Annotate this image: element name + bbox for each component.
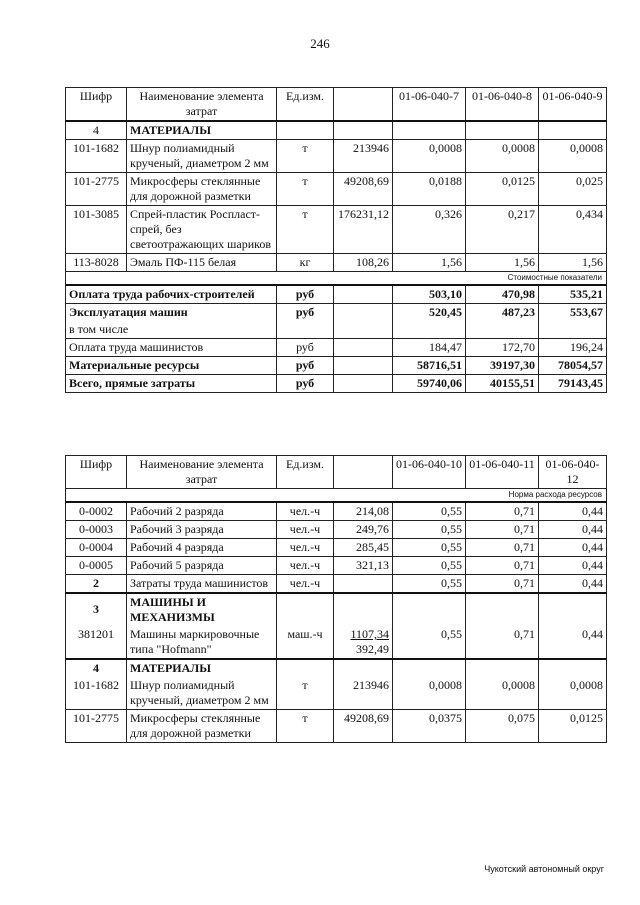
cost-value-1: 503,10 xyxy=(393,285,466,304)
table-row xyxy=(66,502,607,521)
row-value-2: 0,0125 xyxy=(466,173,539,206)
cost-value-3: 78054,57 xyxy=(539,357,607,375)
row-unit: чел.-ч xyxy=(277,502,334,521)
cost-subheader xyxy=(66,272,607,286)
resource-table-1 xyxy=(65,87,607,393)
cost-value-2: 172,70 xyxy=(466,339,539,357)
section-title: Затраты труда машинистов xyxy=(127,575,277,594)
row-value-2: 0,71 xyxy=(466,539,539,557)
row-name: Машины маркировочные типа "Hofmann" xyxy=(127,626,277,659)
row-unit: чел.-ч xyxy=(277,521,334,539)
cost-value-2: 470,98 xyxy=(466,285,539,304)
row-value-2: 0,71 xyxy=(466,626,539,659)
row-code: 381201 xyxy=(66,626,127,659)
row-value-3: 0,44 xyxy=(539,575,607,594)
header-unit: Ед.изм. xyxy=(277,456,334,489)
row-price: 213946 xyxy=(334,677,393,710)
table-row xyxy=(66,140,607,173)
cost-value-2: 40155,51 xyxy=(466,375,539,393)
row-value-1: 0,0008 xyxy=(393,677,466,710)
row-price: 285,45 xyxy=(334,539,393,557)
row-value-1: 0,55 xyxy=(393,521,466,539)
norm-subheader xyxy=(66,489,607,503)
section-row xyxy=(66,121,607,140)
row-name: Рабочий 2 разряда xyxy=(127,502,277,521)
header-code: Шифр xyxy=(66,88,127,122)
row-value-3: 0,025 xyxy=(539,173,607,206)
cost-value-2: 487,23 xyxy=(466,304,539,322)
row-name: Шнур полиамидный крученый, диаметром 2 мм xyxy=(127,140,277,173)
cost-row xyxy=(66,339,607,357)
cost-unit: руб xyxy=(277,285,334,304)
row-value-1: 1,56 xyxy=(393,254,466,272)
cost-value-3: 535,21 xyxy=(539,285,607,304)
cost-name: в том числе xyxy=(66,321,277,339)
row-price: 249,76 xyxy=(334,521,393,539)
table-row xyxy=(66,254,607,272)
row-value-1: 0,326 xyxy=(393,206,466,254)
cost-value-2: 39197,30 xyxy=(466,357,539,375)
row-code: 0-0004 xyxy=(66,539,127,557)
row-value-3: 0,44 xyxy=(539,521,607,539)
row-name: Микросферы стеклянные для дорожной разметки xyxy=(127,173,277,206)
table-row xyxy=(66,626,607,659)
cost-value-3: 79143,45 xyxy=(539,375,607,393)
cost-value-3: 196,24 xyxy=(539,339,607,357)
row-value-3: 0,44 xyxy=(539,626,607,659)
cost-name: Оплата труда машинистов xyxy=(66,339,277,357)
table-header xyxy=(66,88,607,122)
row-name: Рабочий 3 разряда xyxy=(127,521,277,539)
row-unit: маш.-ч xyxy=(277,626,334,659)
row-code: 113-8028 xyxy=(66,254,127,272)
row-name: Рабочий 4 разряда xyxy=(127,539,277,557)
row-code: 0-0003 xyxy=(66,521,127,539)
row-value-2: 0,0008 xyxy=(466,140,539,173)
cost-name: Оплата труда рабочих-строителей xyxy=(66,285,277,304)
row-value-3: 0,0008 xyxy=(539,140,607,173)
row-unit: кг xyxy=(277,254,334,272)
resource-table-2 xyxy=(65,455,607,743)
row-value-3: 0,44 xyxy=(539,557,607,575)
cost-value-1: 184,47 xyxy=(393,339,466,357)
table-row xyxy=(66,206,607,254)
row-price: 214,08 xyxy=(334,502,393,521)
section-number: 3 xyxy=(66,593,127,626)
norm-subheader-label: Норма расхода ресурсов xyxy=(66,489,607,503)
row-value-3: 0,0125 xyxy=(539,710,607,743)
section-number: 4 xyxy=(66,121,127,140)
row-price: 49208,69 xyxy=(334,710,393,743)
row-value-3: 1,56 xyxy=(539,254,607,272)
cost-value-3: 553,67 xyxy=(539,304,607,322)
table-row xyxy=(66,710,607,743)
row-value-2: 0,71 xyxy=(466,557,539,575)
row-price xyxy=(334,626,393,659)
table-row xyxy=(66,557,607,575)
cost-subheader-label: Стоимостные показатели xyxy=(66,272,607,286)
cost-row xyxy=(66,304,607,322)
cost-row xyxy=(66,375,607,393)
cost-name: Всего, прямые затраты xyxy=(66,375,277,393)
row-value-2: 0,71 xyxy=(466,575,539,594)
row-unit: т xyxy=(277,677,334,710)
header-col-2: 01-06-040-11 xyxy=(466,456,539,489)
section-number: 2 xyxy=(66,575,127,594)
row-unit: чел.-ч xyxy=(277,557,334,575)
row-value-1: 0,0008 xyxy=(393,140,466,173)
table-header xyxy=(66,456,607,489)
row-value-1: 0,55 xyxy=(393,575,466,594)
cost-unit: руб xyxy=(277,304,334,322)
row-code: 101-1682 xyxy=(66,677,127,710)
cost-unit: руб xyxy=(277,375,334,393)
row-code: 101-3085 xyxy=(66,206,127,254)
row-unit: т xyxy=(277,206,334,254)
row-value-2: 0,71 xyxy=(466,521,539,539)
row-value-2: 1,56 xyxy=(466,254,539,272)
section-row xyxy=(66,593,607,626)
cost-unit: руб xyxy=(277,339,334,357)
header-price xyxy=(334,88,393,122)
row-unit: т xyxy=(277,173,334,206)
row-code: 0-0002 xyxy=(66,502,127,521)
price-primary: 1107,34 xyxy=(350,627,389,641)
row-value-1: 0,0188 xyxy=(393,173,466,206)
cost-value-1: 520,45 xyxy=(393,304,466,322)
row-price: 321,13 xyxy=(334,557,393,575)
section-title: МАТЕРИАЛЫ xyxy=(127,121,277,140)
footer-region: Чукотский автономный округ xyxy=(484,864,604,874)
row-name: Рабочий 5 разряда xyxy=(127,557,277,575)
page-number: 246 xyxy=(310,36,330,51)
table-row xyxy=(66,539,607,557)
row-value-3: 0,44 xyxy=(539,502,607,521)
header-col-1: 01-06-040-7 xyxy=(393,88,466,122)
row-value-2: 0,71 xyxy=(466,502,539,521)
row-price: 176231,12 xyxy=(334,206,393,254)
row-name: Спрей-пластик Роспласт-спрей, без светоотражающих шариков xyxy=(127,206,277,254)
row-code: 0-0005 xyxy=(66,557,127,575)
row-value-2: 0,075 xyxy=(466,710,539,743)
section-number: 4 xyxy=(66,659,127,677)
header-col-1: 01-06-040-10 xyxy=(393,456,466,489)
header-name: Наименование элемента затрат xyxy=(127,88,277,122)
row-name: Шнур полиамидный крученый, диаметром 2 мм xyxy=(127,677,277,710)
row-value-3: 0,44 xyxy=(539,539,607,557)
row-code: 101-2775 xyxy=(66,173,127,206)
section-title: МАШИНЫ И МЕХАНИЗМЫ xyxy=(127,593,277,626)
cost-row xyxy=(66,285,607,304)
cost-value-1: 58716,51 xyxy=(393,357,466,375)
header-price xyxy=(334,456,393,489)
row-value-3: 0,0008 xyxy=(539,677,607,710)
row-value-1: 0,55 xyxy=(393,626,466,659)
header-col-2: 01-06-040-8 xyxy=(466,88,539,122)
table-row xyxy=(66,173,607,206)
row-code: 101-1682 xyxy=(66,140,127,173)
row-code: 101-2775 xyxy=(66,710,127,743)
table-row xyxy=(66,521,607,539)
header-unit: Ед.изм. xyxy=(277,88,334,122)
row-name: Микросферы стеклянные для дорожной разметки xyxy=(127,710,277,743)
header-name: Наименование элемента затрат xyxy=(127,456,277,489)
section-title: МАТЕРИАЛЫ xyxy=(127,659,277,677)
cost-name: Материальные ресурсы xyxy=(66,357,277,375)
row-name: Эмаль ПФ-115 белая xyxy=(127,254,277,272)
row-unit: т xyxy=(277,710,334,743)
row-price: 213946 xyxy=(334,140,393,173)
section-row xyxy=(66,659,607,677)
row-value-2: 0,0008 xyxy=(466,677,539,710)
section-row xyxy=(66,575,607,594)
row-price: 108,26 xyxy=(334,254,393,272)
row-unit: т xyxy=(277,140,334,173)
row-value-1: 0,55 xyxy=(393,502,466,521)
row-unit: чел.-ч xyxy=(277,539,334,557)
price-secondary: 392,49 xyxy=(356,642,389,656)
row-value-3: 0,434 xyxy=(539,206,607,254)
header-col-3: 01-06-040-9 xyxy=(539,88,607,122)
row-value-1: 0,55 xyxy=(393,557,466,575)
row-value-1: 0,0375 xyxy=(393,710,466,743)
header-code: Шифр xyxy=(66,456,127,489)
row-value-1: 0,55 xyxy=(393,539,466,557)
cost-value-1: 59740,06 xyxy=(393,375,466,393)
table-row xyxy=(66,677,607,710)
row-value-2: 0,217 xyxy=(466,206,539,254)
cost-name: Эксплуатация машин xyxy=(66,304,277,322)
cost-unit: руб xyxy=(277,357,334,375)
row-price: 49208,69 xyxy=(334,173,393,206)
row-unit: чел.-ч xyxy=(277,575,334,594)
header-col-3: 01-06-040-12 xyxy=(539,456,607,489)
cost-row xyxy=(66,357,607,375)
cost-row xyxy=(66,321,607,339)
